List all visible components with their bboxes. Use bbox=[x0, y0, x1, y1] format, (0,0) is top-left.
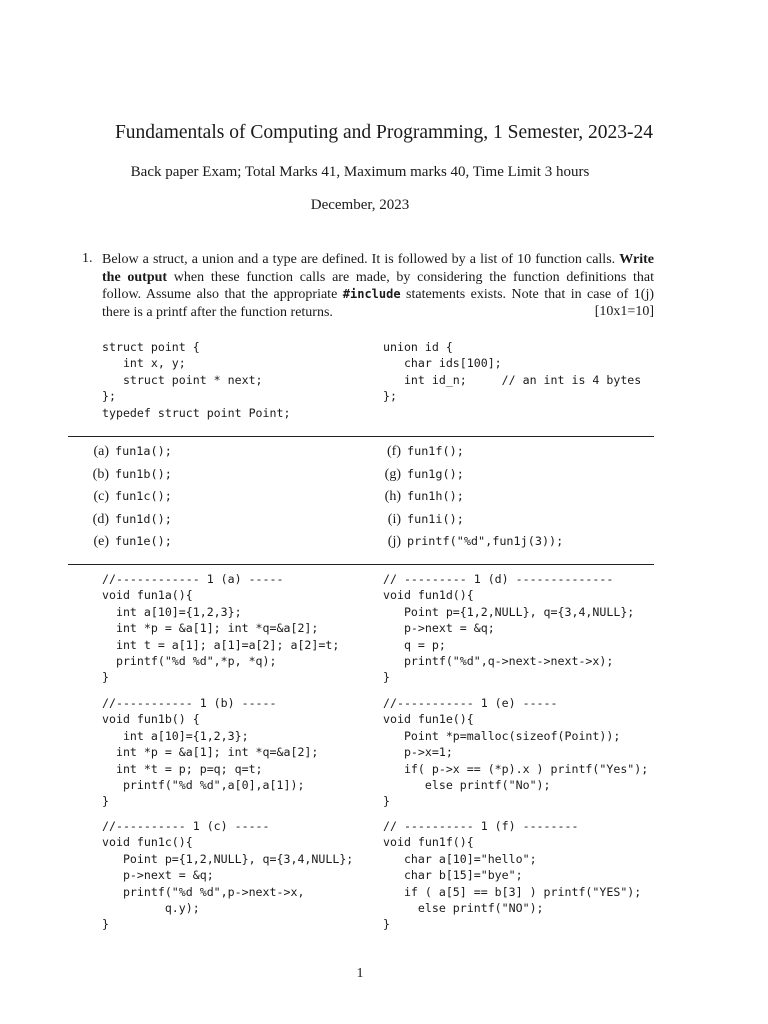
question-text-part1: Below a struct, a union and a type are defined. It is followed by a list of 10 function calls. bbox=[102, 252, 616, 267]
question-number: 1. bbox=[82, 251, 93, 266]
divider-top bbox=[68, 436, 654, 437]
code-block-1d: // --------- 1 (d) -------------- void fun1d(){ Point p={1,2,NULL}, q={3,4,NULL}; p->next = &q; q = p; printf("%d",q->next->next->x); } bbox=[383, 572, 635, 685]
call-code: fun1h(); bbox=[407, 489, 464, 504]
call-item bbox=[84, 488, 172, 511]
call-label: (a) bbox=[93, 444, 109, 459]
question-bold-phrase: Write the output bbox=[102, 252, 654, 285]
call-label: (e) bbox=[93, 534, 109, 550]
call-code: fun1i(); bbox=[407, 511, 464, 526]
question-text-part3: statements exists. Note that in case of 1(j) there is a printf after the function returns. bbox=[102, 287, 654, 320]
call-label: (j) bbox=[387, 534, 401, 550]
call-item bbox=[84, 466, 172, 489]
call-label: (f) bbox=[387, 444, 401, 459]
code-block-1e: //----------- 1 (e) ----- void fun1e(){ Point *p=malloc(sizeof(Point)); p->x=1; if( p->x == (*p).x ) printf("Yes"); else printf("No"); } bbox=[383, 696, 649, 809]
code-block-1a: //------------ 1 (a) ----- void fun1a(){ int a[10]={1,2,3}; int *p = &a[1]; int *q=&a[2]; int t = a[1]; a[1]=a[2]; a[2]=t; printf("%d %d",*p, *q); } bbox=[102, 572, 340, 685]
call-item bbox=[84, 533, 172, 556]
call-code: printf("%d",fun1j(3)); bbox=[407, 534, 564, 549]
question-code-word: #include bbox=[342, 287, 401, 302]
call-code: fun1b(); bbox=[115, 466, 172, 481]
call-label: (h) bbox=[384, 489, 401, 505]
calls-list-left bbox=[84, 443, 172, 556]
call-item bbox=[376, 488, 563, 511]
question-text bbox=[102, 251, 654, 321]
call-item bbox=[84, 443, 172, 466]
page-number: 1 bbox=[356, 966, 364, 981]
call-label: (i) bbox=[387, 511, 401, 527]
code-block-1f: // ---------- 1 (f) -------- void fun1f(){ char a[10]="hello"; char b[15]="bye"; if ( a[5] == b[3] ) printf("YES"); else printf("NO"); } bbox=[383, 819, 642, 932]
call-item bbox=[376, 466, 563, 489]
call-label: (c) bbox=[93, 489, 109, 505]
call-code: fun1e(); bbox=[115, 534, 172, 549]
call-item bbox=[376, 511, 563, 534]
calls-list-right bbox=[376, 443, 563, 556]
document-title: Fundamentals of Computing and Programming, 1 Semester, 2023-24 bbox=[114, 122, 654, 143]
union-definition: union id { char ids[100]; int id_n; // an int is 4 bytes }; bbox=[383, 340, 642, 404]
call-label: (g) bbox=[384, 466, 401, 482]
question-marks: [10x1=10] bbox=[594, 304, 654, 319]
call-item bbox=[84, 511, 172, 534]
code-block-1b: //----------- 1 (b) ----- void fun1b() { int a[10]={1,2,3}; int *p = &a[1]; int *q=&a[2]; int *t = p; p=q; q=t; printf("%d %d",a[0],a[1]); } bbox=[102, 696, 319, 809]
call-item bbox=[376, 443, 563, 466]
question-text-part2: when these function calls are made, by considering the function definitions that follow. Assume also that the appropriate bbox=[102, 269, 654, 303]
code-block-1c: //---------- 1 (c) ----- void fun1c(){ Point p={1,2,NULL}, q={3,4,NULL}; p->next = &q; printf("%d %d",p->next->x, q.y); } bbox=[102, 819, 354, 932]
struct-definition: struct point { int x, y; struct point * next; }; typedef struct point Point; bbox=[102, 340, 291, 420]
call-code: fun1f(); bbox=[407, 444, 464, 458]
exam-details: Back paper Exam; Total Marks 41, Maximum marks 40, Time Limit 3 hours bbox=[130, 164, 590, 180]
call-code: fun1g(); bbox=[407, 466, 464, 481]
exam-date: December, 2023 bbox=[310, 197, 410, 213]
call-label: (d) bbox=[92, 511, 109, 527]
call-label: (b) bbox=[92, 466, 109, 482]
call-code: fun1a(); bbox=[115, 444, 172, 458]
call-item bbox=[376, 533, 563, 556]
divider-bottom bbox=[68, 564, 654, 565]
call-code: fun1c(); bbox=[115, 489, 172, 504]
call-code: fun1d(); bbox=[115, 511, 172, 526]
